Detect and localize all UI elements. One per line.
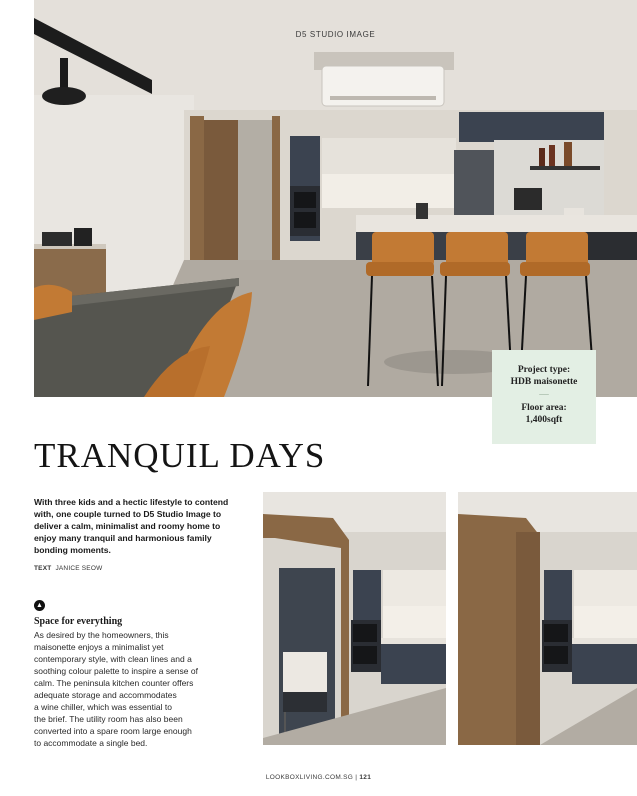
body-line: soothing colour palette to inspire a sense of bbox=[34, 666, 198, 676]
photo-credit: D5 STUDIO IMAGE bbox=[295, 30, 376, 39]
photo-spare-room-open bbox=[263, 492, 446, 745]
floor-area-label: Floor area: bbox=[521, 403, 567, 413]
floor-area-value: 1,400sqft bbox=[525, 415, 563, 425]
info-divider: — bbox=[539, 390, 549, 400]
body-line: the brief. The utility room has also been bbox=[34, 714, 183, 724]
body-line: adequate storage and accommodates bbox=[34, 690, 177, 700]
section-title: Space for everything bbox=[34, 616, 123, 627]
body-line: a wine chiller, which was essential to bbox=[34, 702, 172, 712]
footer-separator: | bbox=[353, 774, 360, 781]
project-type-value: HDB maisonette bbox=[510, 377, 578, 387]
page-number: 121 bbox=[359, 774, 372, 781]
body-line: contemporary style, with clean lines and a bbox=[34, 654, 192, 664]
byline bbox=[34, 565, 102, 572]
photo-spare-room-closed bbox=[458, 492, 637, 745]
body-line: maisonette enjoys a minimalist yet bbox=[34, 642, 164, 652]
body-line: calm. The peninsula kitchen counter offers bbox=[34, 678, 194, 688]
body-line: to accommodate a single bed. bbox=[34, 738, 148, 748]
chevron-up-icon: ▲ bbox=[34, 600, 45, 611]
body-line: As desired by the homeowners, this bbox=[34, 630, 169, 640]
byline-label: TEXT bbox=[34, 565, 52, 572]
page-footer bbox=[0, 774, 637, 781]
spare-room-open-illustration bbox=[263, 492, 446, 745]
footer-site: LOOKBOXLIVING.COM.SG bbox=[265, 774, 354, 781]
byline-author: JANICE SEOW bbox=[55, 565, 103, 572]
article-headline: TRANQUIL DAYS bbox=[34, 436, 326, 475]
kitchen-dining-illustration bbox=[34, 0, 637, 397]
body-line: converted into a spare room large enough bbox=[34, 726, 192, 736]
article-body bbox=[34, 629, 244, 749]
hero-photo bbox=[34, 0, 637, 397]
article-intro: With three kids and a hectic lifestyle to contend with, one couple turned to D5 Studio Image to deliver a calm, minimalist and roomy home to enjoy many tranquil and harmonious family bonding moments. bbox=[34, 497, 229, 555]
project-type-label: Project type: bbox=[517, 365, 571, 375]
project-info-box bbox=[492, 350, 596, 444]
spare-room-closed-illustration bbox=[458, 492, 637, 745]
